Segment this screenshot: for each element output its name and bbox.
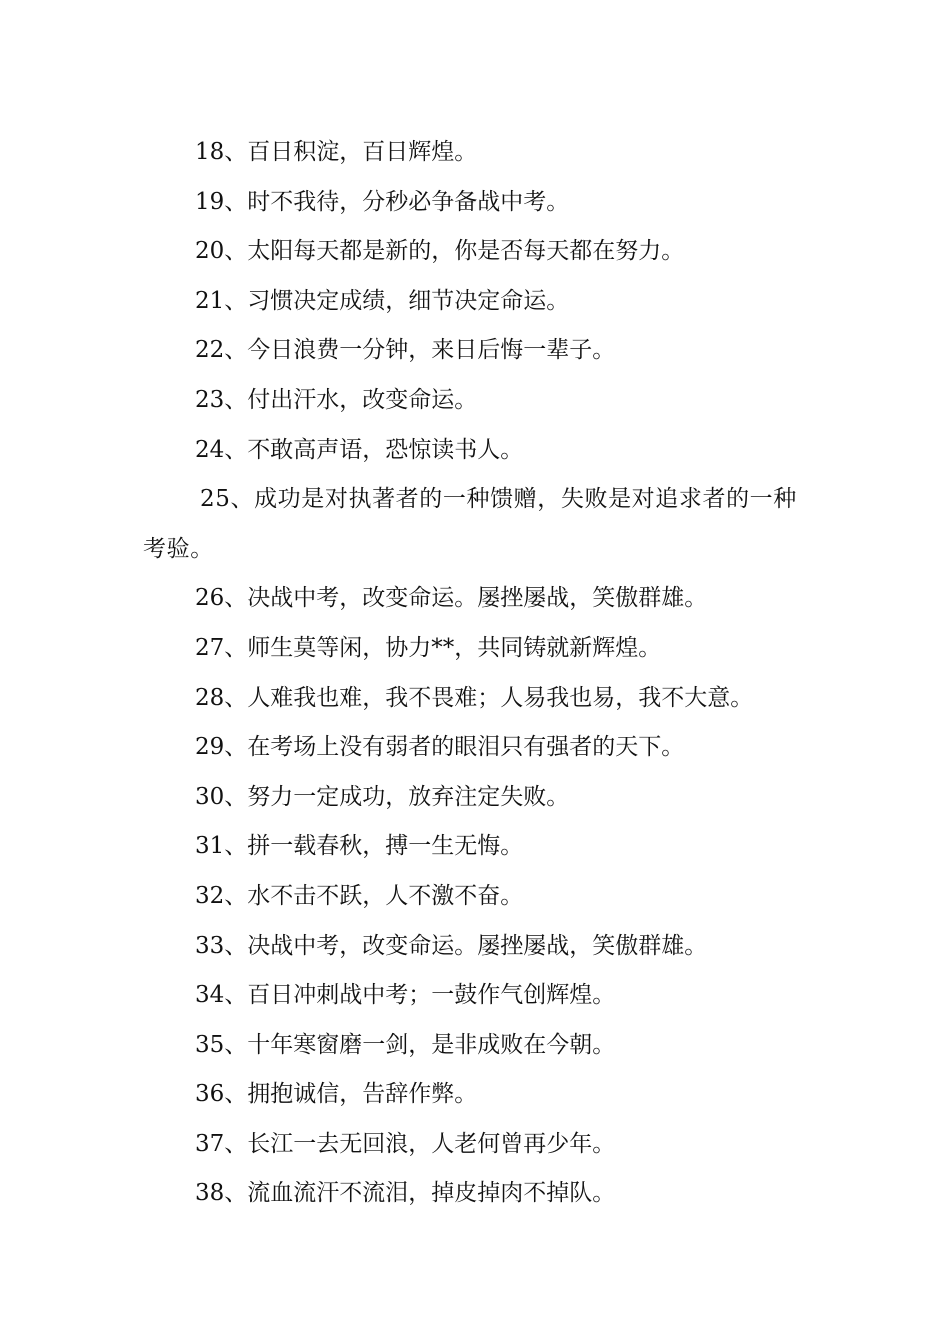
list-item: 35、十年寒窗磨一剑，是非成败在今朝。 bbox=[195, 1031, 616, 1058]
list-item: 26、决战中考，改变命运。屡挫屡战，笑傲群雄。 bbox=[195, 585, 708, 612]
list-item: 28、人难我也难，我不畏难；人易我也易，我不大意。 bbox=[195, 684, 754, 711]
list-item: 31、拼一载春秋，搏一生无悔。 bbox=[195, 833, 524, 860]
list-item: 27、师生莫等闲，协力**，共同铸就新辉煌。 bbox=[195, 634, 662, 661]
list-item: 22、今日浪费一分钟，来日后悔一辈子。 bbox=[195, 337, 616, 364]
list-item: 33、决战中考，改变命运。屡挫屡战，笑傲群雄。 bbox=[195, 932, 708, 959]
list-item: 23、付出汗水，改变命运。 bbox=[195, 386, 478, 413]
list-item: 34、百日冲刺战中考；一鼓作气创辉煌。 bbox=[195, 982, 616, 1009]
list-item: 19、时不我待，分秒必争备战中考。 bbox=[195, 188, 570, 215]
list-item: 21、习惯决定成绩，细节决定命运。 bbox=[195, 287, 570, 314]
list-item: 29、在考场上没有弱者的眼泪只有强者的天下。 bbox=[195, 734, 685, 761]
list-item: 32、水不击不跃，人不激不奋。 bbox=[195, 882, 524, 909]
list-item: 37、长江一去无回浪，人老何曾再少年。 bbox=[195, 1130, 616, 1157]
list-item: 24、不敢高声语，恐惊读书人。 bbox=[195, 436, 524, 463]
list-item: 25、成功是对执著者的一种馈赠，失败是对追求者的一种考验。 bbox=[143, 486, 797, 562]
list-item: 20、太阳每天都是新的，你是否每天都在努力。 bbox=[195, 238, 685, 265]
list-item: 36、拥抱诚信，告辞作弊。 bbox=[195, 1081, 478, 1108]
slogan-list bbox=[143, 128, 808, 1219]
list-item: 30、努力一定成功，放弃注定失败。 bbox=[195, 783, 570, 810]
list-item: 38、流血流汗不流泪，掉皮掉肉不掉队。 bbox=[195, 1180, 616, 1207]
list-item: 18、百日积淀，百日辉煌。 bbox=[195, 139, 478, 165]
